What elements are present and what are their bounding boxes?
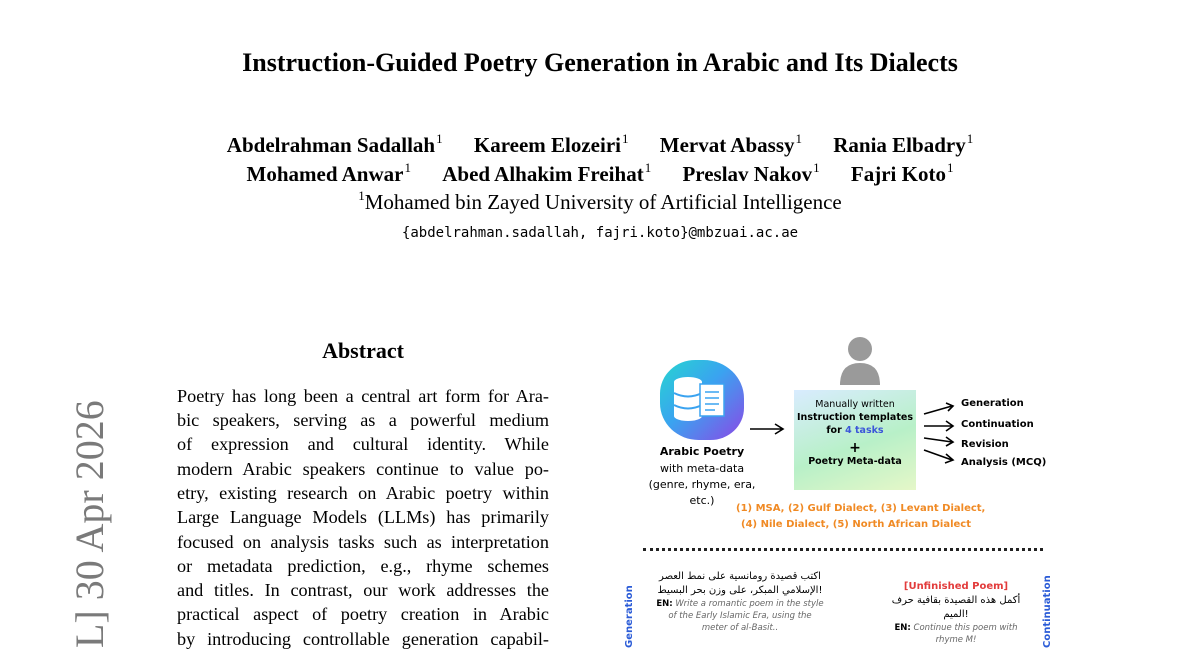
abstract-line: Poetry has long been a central art form for Ara- xyxy=(177,386,549,406)
author-list-line-1 xyxy=(0,131,1200,158)
abstract-line: or metadata prediction, e.g., rhyme schemes xyxy=(177,556,549,576)
database-icon xyxy=(660,360,744,440)
task-label: Revision xyxy=(961,439,1009,450)
arxiv-side-stamp: L] 30 Apr 2026 xyxy=(67,400,112,648)
author: Mervat Abassy$^1$ xyxy=(659,131,802,157)
dotted-divider xyxy=(643,548,1043,551)
abstract-line: etry, existing research on Arabic poetry within xyxy=(177,483,549,503)
author: Abdelrahman Sadallah$^1$ xyxy=(226,131,443,157)
overview-figure xyxy=(618,330,1058,648)
person-icon xyxy=(838,335,882,385)
paper-title: Instruction-Guided Poetry Generation in Arabic and Its Dialects xyxy=(242,48,958,77)
dialect-list: (1) MSA, (2) Gulf Dialect, (3) Levant Dialect, xyxy=(736,503,986,514)
continuation-example: [Unfinished Poem] أكمل هذه القصيدة بقافية حرف الميم! EN: Continue this poem with rhyme M! xyxy=(891,581,1021,645)
abstract-heading: Abstract xyxy=(322,338,404,363)
instruction-template-box: Manually written Instruction templates for 4 tasks + Poetry Meta-data xyxy=(794,390,916,490)
author: Rania Elbadry$^1$ xyxy=(833,131,974,157)
abstract-line: focused on analysis tasks such as interpretation xyxy=(177,532,549,552)
task-arrows xyxy=(922,400,958,470)
generation-side-label: Generation xyxy=(624,585,635,648)
source-desc: with meta-data (genre, rhyme, era, etc.) xyxy=(648,462,756,507)
source-title: Arabic Poetry xyxy=(659,445,745,458)
author: Kareem Elozeiri$^1$ xyxy=(473,131,629,157)
abstract-line: Large Language Models (LLMs) has primarily xyxy=(177,507,549,527)
affiliation: $^1$Mohamed bin Zayed University of Artificial Intelligence xyxy=(358,188,842,214)
arrow-right-icon xyxy=(748,422,788,436)
task-label: Continuation xyxy=(961,419,1034,430)
author: Abed Alhakim Freihat$^1$ xyxy=(442,160,652,186)
author-email[interactable]: {abdelrahman.sadallah, fajri.koto}@mbzuai.ac.ae xyxy=(401,225,799,241)
task-label: Analysis (MCQ) xyxy=(961,457,1047,468)
abstract-line: practical aspect of poetry creation in Arabic xyxy=(177,604,549,624)
abstract-line: and titles. In contrast, our work addresses the xyxy=(177,580,549,600)
author: Fajri Koto$^1$ xyxy=(850,160,954,186)
author: Mohamed Anwar$^1$ xyxy=(246,160,411,186)
abstract-line: bic speakers, serving as a powerful medium xyxy=(177,410,549,430)
task-label: Generation xyxy=(961,398,1024,409)
arabic-poetry-source-graphic xyxy=(660,360,744,440)
dialect-list: (4) Nile Dialect, (5) North African Dialect xyxy=(741,519,971,530)
abstract-line: of expression and cultural identity. While xyxy=(177,434,549,454)
abstract-line: modern Arabic speakers continue to value po- xyxy=(177,459,549,479)
generation-example: اكتب قصيدة رومانسية على نمط العصر الإسلامي المبكر، على وزن بحر البسيط! EN: Write a romantic poem in the style of the Early Islamic Era, using the meter of al-Basit.. xyxy=(656,571,824,633)
author-list-line-2 xyxy=(0,160,1200,187)
abstract-line: by introducing controllable generation capabil- xyxy=(177,629,549,649)
continuation-side-label: Continuation xyxy=(1042,575,1053,648)
author: Preslav Nakov$^1$ xyxy=(682,160,820,186)
